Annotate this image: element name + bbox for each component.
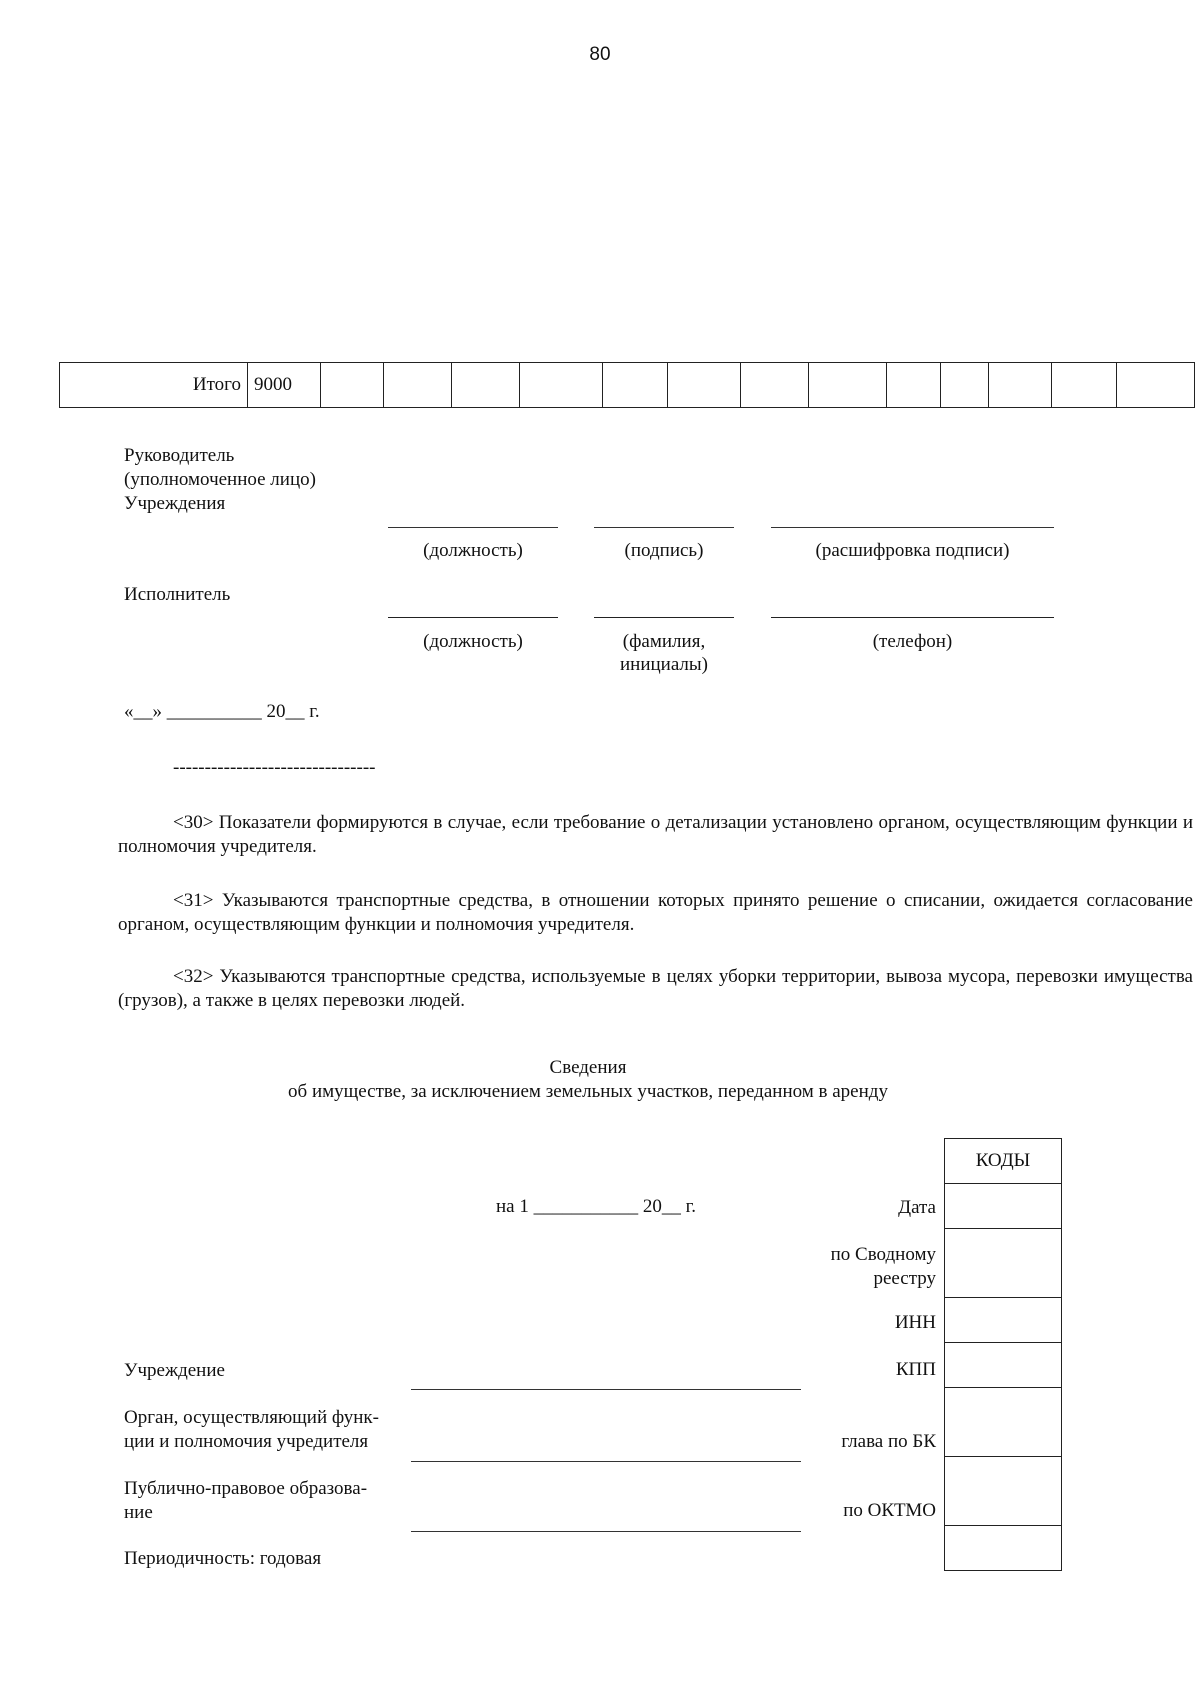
executor-name-caption: (фамилия, инициалы): [619, 631, 708, 675]
date-line: «__» __________ 20__ г.: [124, 701, 320, 722]
table-row: [945, 1229, 1062, 1298]
code-label-inn: ИНН: [894, 1312, 936, 1333]
itogo-cell: [887, 363, 941, 408]
table-row: [945, 1184, 1062, 1229]
itogo-cell: [321, 363, 384, 408]
periodicity-label: Периодичность: годовая: [124, 1548, 322, 1569]
itogo-cell: [603, 363, 668, 408]
itogo-cell: [520, 363, 603, 408]
itogo-label: Итого: [60, 363, 248, 408]
head-signature-line: [594, 527, 734, 528]
institution-line: [411, 1389, 801, 1390]
code-oktmo-cell: [945, 1457, 1062, 1526]
code-label-registry: по Сводному реестру: [830, 1244, 936, 1289]
itogo-cell: [741, 363, 809, 408]
head-label: Руководитель (уполномоченное лицо) Учреждения: [124, 445, 316, 514]
head-decoding-line: [771, 527, 1054, 528]
table-row: [945, 1139, 1062, 1184]
institution-label: Учреждение: [124, 1360, 225, 1381]
municipal-label: Публично-правовое образова- ние: [124, 1478, 368, 1523]
itogo-cell: [452, 363, 520, 408]
code-periodicity-cell: [945, 1526, 1062, 1571]
organ-label: Орган, осуществляющий функ- ции и полномочия учредителя: [124, 1407, 379, 1452]
itogo-table: [59, 362, 1195, 408]
table-row: [60, 363, 1195, 408]
code-label-date: Дата: [898, 1197, 936, 1218]
itogo-cell: [1052, 363, 1117, 408]
itogo-code: 9000: [248, 363, 321, 408]
itogo-cell: [1117, 363, 1195, 408]
table-row: [945, 1526, 1062, 1571]
code-registry-cell: [945, 1229, 1062, 1298]
code-label-kpp: КПП: [895, 1359, 936, 1380]
itogo-cell: [989, 363, 1052, 408]
itogo-cell: [809, 363, 887, 408]
codes-header: КОДЫ: [945, 1139, 1062, 1184]
executor-position-line: [388, 617, 558, 618]
code-inn-cell: [945, 1298, 1062, 1343]
executor-phone-caption: (телефон): [872, 631, 953, 652]
head-position-caption: (должность): [423, 540, 523, 561]
code-kpp-cell: [945, 1343, 1062, 1388]
itogo-cell: [941, 363, 989, 408]
code-label-oktmo: по ОКТМО: [843, 1500, 936, 1521]
organ-line: [411, 1461, 801, 1462]
report-date: на 1 ___________ 20__ г.: [496, 1196, 697, 1217]
executor-label: Исполнитель: [124, 584, 231, 605]
codes-table: [944, 1138, 1062, 1571]
executor-name-line: [594, 617, 734, 618]
footnote-separator: --------------------------------: [173, 757, 376, 778]
itogo-cell: [384, 363, 452, 408]
head-signature-caption: (подпись): [624, 540, 704, 561]
form-subtitle: об имуществе, за исключением земельных участков, переданном в аренду: [288, 1081, 888, 1102]
executor-phone-line: [771, 617, 1054, 618]
footnote-31: <31> Указываются транспортные средства, в отношении которых принято решение о списании, ожидается согласование органом, осуществляющим функции и полномочия учредителя.: [118, 890, 1193, 935]
itogo-cell: [668, 363, 741, 408]
table-row: [945, 1388, 1062, 1457]
code-label-bk: глава по БК: [841, 1431, 936, 1452]
head-position-line: [388, 527, 558, 528]
table-row: [945, 1298, 1062, 1343]
code-date-cell: [945, 1184, 1062, 1229]
code-bk-cell: [945, 1388, 1062, 1457]
page-number: 80: [589, 44, 611, 65]
municipal-line: [411, 1531, 801, 1532]
footnote-30: <30> Показатели формируются в случае, если требование о детализации установлено органом, осуществляющим функции и полномочия учредителя.: [118, 812, 1193, 857]
table-row: [945, 1457, 1062, 1526]
head-decoding-caption: (расшифровка подписи): [815, 540, 1010, 561]
executor-position-caption: (должность): [423, 631, 523, 652]
form-title: Сведения: [549, 1057, 627, 1078]
footnote-32: <32> Указываются транспортные средства, используемые в целях уборки территории, вывоза мусора, перевозки имущества (грузов), а также в целях перевозки людей.: [118, 966, 1193, 1011]
table-row: [945, 1343, 1062, 1388]
